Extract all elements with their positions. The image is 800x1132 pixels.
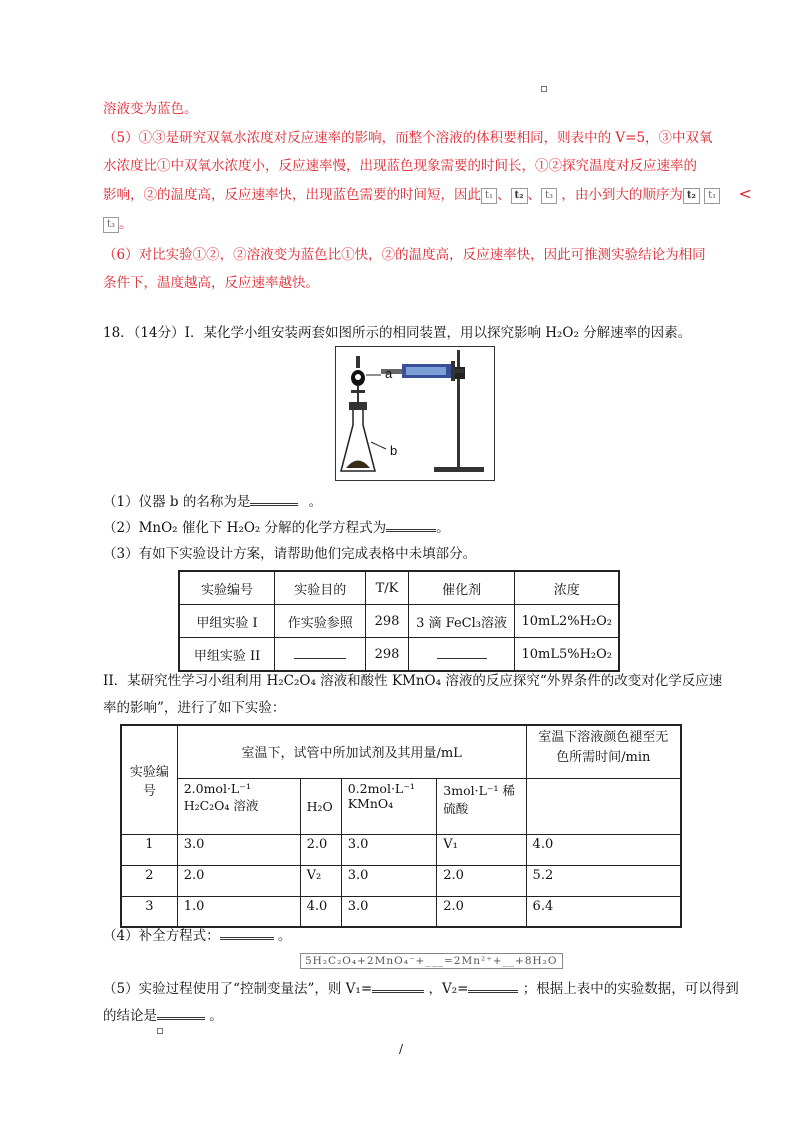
cell: 3: [121, 896, 177, 927]
q4-answer-blank[interactable]: [220, 925, 274, 940]
header-h2so4: 3mol·L⁻¹ 稀硫酸: [437, 778, 526, 834]
part-ii-line-1: II．某研究性学习小组利用 H₂C₂O₄ 溶液和酸性 KMnO₄ 溶液的反应探究“外界条件的改变对化学反应速: [103, 673, 723, 689]
q5-text-b: ，V₂=: [428, 981, 469, 997]
header-reagents: 室温下，试管中所加试剂及其用量/mL: [177, 725, 526, 778]
cell: 2.0: [177, 865, 300, 896]
answer-line-2: （5）①③是研究双氧水浓度对反应速率的影响，而整个溶液的体积要相同，则表中的 V=5，③中双氧: [103, 130, 713, 146]
purpose-answer-blank[interactable]: [294, 646, 346, 659]
cell: 2.0: [300, 834, 341, 865]
q4-text: （4）补全方程式：: [103, 928, 220, 944]
table-header-row: [179, 571, 619, 605]
equation-box: 5H₂C₂O₄+2MnO₄⁻+___=2Mn²⁺+__+8H₂O: [300, 953, 563, 969]
header-cell: T/K: [366, 571, 408, 605]
header-time-blank: [526, 778, 681, 834]
part-ii-line-2: 率的影响”，进行了如下实验：: [103, 700, 286, 716]
q5-text-a: （5）实验过程使用了“控制变量法”，则 V₁=: [103, 981, 373, 997]
catalyst-blank-cell[interactable]: [408, 638, 515, 672]
question-4: [103, 921, 291, 944]
answer-line-7: 条件下，温度越高，反应速率越快。: [103, 275, 319, 291]
t2-box: t₂: [511, 188, 528, 204]
cell: V₁: [437, 834, 526, 865]
v2-answer-blank[interactable]: [468, 978, 518, 993]
cell: 1.0: [177, 896, 300, 927]
t3-box: t₃: [541, 188, 557, 204]
header-cell: 浓度: [515, 571, 619, 605]
answer-line-6: （6）对比实验①②，②溶液变为蓝色比①快，②的温度高，反应速率快，因此可推测实验结论为相同: [103, 247, 706, 263]
cell: 10mL5%H₂O₂: [515, 638, 619, 672]
q1-answer-blank[interactable]: [250, 491, 298, 506]
answer-line-3: 水浓度比①中双氧水浓度小，反应速率慢，出现蓝色现象需要的时间长，①②探究温度对反应速率的: [103, 158, 697, 174]
table-row: [121, 865, 681, 896]
header-kmno4: 0.2mol·L⁻¹ KMnO₄: [341, 778, 437, 834]
cell: 甲组实验 II: [179, 638, 275, 672]
cell: V₂: [300, 865, 341, 896]
question-18-2: [103, 516, 450, 536]
cell: 298: [366, 605, 408, 638]
q2-answer-blank[interactable]: [386, 517, 436, 532]
q5-text-c: ；根据上表中的实验数据，可以得到: [522, 981, 739, 997]
kmno4-experiment-table: [120, 724, 682, 928]
order-t1-box: t₁: [704, 188, 720, 204]
cell: 6.4: [526, 896, 681, 927]
header-h2o: H₂O: [300, 778, 341, 834]
cell: 4.0: [300, 896, 341, 927]
cell: 3 滴 FeCl₃溶液: [408, 605, 515, 638]
purpose-blank-cell[interactable]: [275, 638, 366, 672]
cell: 作实验参照: [275, 605, 366, 638]
cell: 3.0: [341, 865, 437, 896]
question-18-heading: 18．（14分）I．某化学小组安装两套如图所示的相同装置，用以探究影响 H₂O₂ 分解速率的因素。: [103, 325, 692, 341]
cell: 4.0: [526, 834, 681, 865]
q1-text: （1）仪器 b 的名称为是: [103, 494, 251, 510]
question-18-3: （3）有如下实验设计方案，请帮助他们完成表格中未填部分。: [103, 546, 477, 562]
answer-order-text: ，由小到大的顺序为: [561, 187, 683, 203]
table-row: [121, 834, 681, 865]
header-h2c2o4: 2.0mol·L⁻¹ H₂C₂O₄ 溶液: [177, 778, 300, 834]
q1-end: 。: [308, 494, 323, 510]
cell: 298: [366, 638, 408, 672]
order-t2-box: t₂: [683, 188, 700, 204]
t1-box: t₁: [481, 188, 497, 204]
less-than-sign: <: [738, 184, 752, 203]
header-time: 室温下溶液颜色褪至无色所需时间/min: [526, 725, 681, 778]
table-row: [179, 605, 619, 638]
cell: 1: [121, 834, 177, 865]
header-cell: 催化剂: [408, 571, 515, 605]
cell: 2.0: [437, 896, 526, 927]
cell: 2: [121, 865, 177, 896]
table-row: [179, 638, 619, 672]
page-footer: /: [399, 1042, 404, 1056]
cell: 甲组实验 I: [179, 605, 275, 638]
label-a: a: [385, 366, 393, 381]
cell: 10mL2%H₂O₂: [515, 605, 619, 638]
header-exp-number: 实验编号: [121, 725, 177, 834]
question-5-line-1: [103, 977, 739, 997]
apparatus-figure: [335, 346, 495, 481]
cell: 2.0: [437, 865, 526, 896]
question-18-1: [103, 490, 322, 510]
q2-text: （2）MnO₂ 催化下 H₂O₂ 分解的化学方程式为: [103, 520, 387, 536]
header-cell: 实验编号: [179, 571, 275, 605]
apparatus-diagram: [336, 347, 494, 480]
q5-end: 。: [209, 1008, 223, 1024]
cell: 3.0: [341, 834, 437, 865]
page-marker: [541, 86, 547, 92]
t3-box-2: t₃: [103, 217, 119, 233]
q4-end: 。: [277, 928, 292, 944]
answer-line-4-text: 影响，②的温度高，反应速率快，出现蓝色需要的时间短，因此: [103, 187, 481, 203]
cell: 3.0: [177, 834, 300, 865]
cell: 5.2: [526, 865, 681, 896]
answer-line-4: 影响，②的温度高，反应速率快，出现蓝色需要的时间短，因此 t₁ 、 t₂ 、 t₃ ，由小到大的顺序为 t₂ t₁ <: [103, 184, 752, 203]
answer-line-5: t₃ 。: [103, 212, 133, 233]
conclusion-answer-blank[interactable]: [157, 1005, 205, 1020]
header-cell: 实验目的: [275, 571, 366, 605]
label-b: b: [390, 443, 398, 458]
q2-end: 。: [436, 520, 450, 536]
blank-marker: [157, 1028, 163, 1034]
cell: 3.0: [341, 896, 437, 927]
q5-text-d: 的结论是: [103, 1008, 157, 1024]
answer-line-1: 溶液变为蓝色。: [103, 101, 198, 117]
catalyst-answer-blank[interactable]: [437, 646, 487, 659]
question-5-line-2: [103, 1004, 223, 1024]
experiment-design-table: [178, 570, 620, 672]
v1-answer-blank[interactable]: [372, 978, 424, 993]
